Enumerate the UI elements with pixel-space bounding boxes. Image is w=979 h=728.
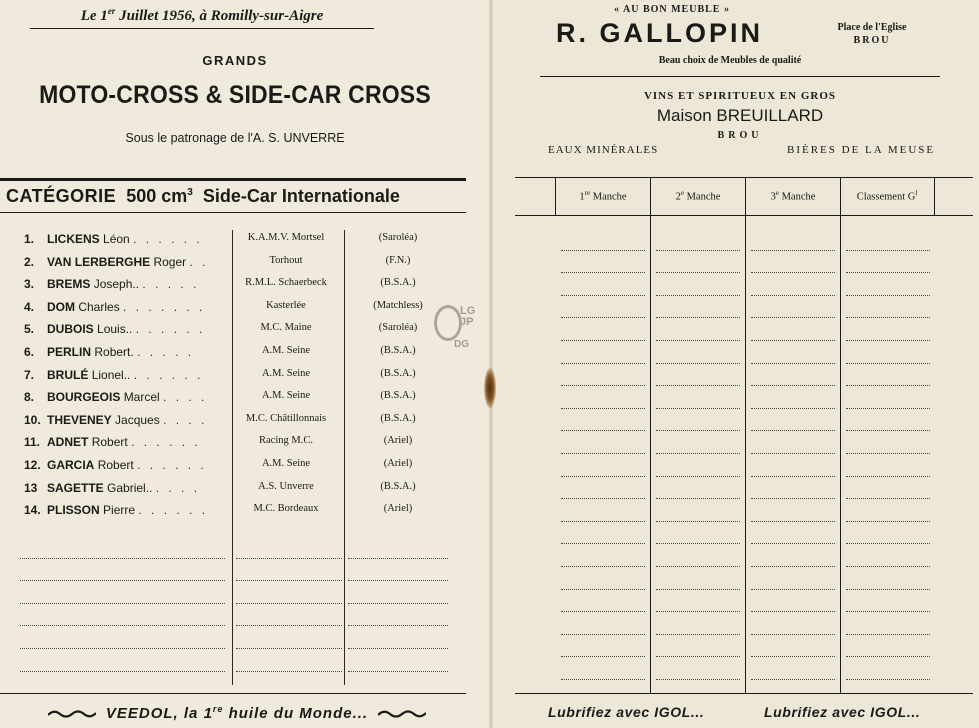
entry-make: (B.S.A.) bbox=[380, 412, 416, 424]
blank-row bbox=[20, 563, 450, 586]
entry-make: (B.S.A.) bbox=[380, 344, 416, 356]
leader-dots: . . . . bbox=[155, 480, 201, 495]
result-line bbox=[656, 390, 740, 413]
rider-surname: GARCIA bbox=[47, 457, 95, 472]
leader-dots: . . . . . . bbox=[137, 457, 207, 472]
entry-number: 2. bbox=[24, 254, 35, 269]
entry-number: 12. bbox=[24, 457, 41, 472]
result-line bbox=[751, 232, 835, 255]
header-divider bbox=[555, 177, 556, 215]
result-line bbox=[656, 661, 740, 684]
result-line bbox=[561, 322, 645, 345]
result-line bbox=[751, 661, 835, 684]
result-line bbox=[561, 277, 645, 300]
result-line bbox=[751, 503, 835, 526]
result-line bbox=[656, 413, 740, 436]
result-line bbox=[561, 661, 645, 684]
entry-list bbox=[20, 232, 460, 526]
entry-club: A.M. Seine bbox=[261, 390, 311, 402]
result-line bbox=[751, 616, 835, 639]
result-line bbox=[846, 322, 930, 345]
entry-rider bbox=[47, 322, 242, 336]
rider-firstname: Léon bbox=[103, 232, 130, 246]
results-rule-top bbox=[515, 177, 973, 178]
entry-rider bbox=[47, 503, 242, 517]
entry-number: 10. bbox=[24, 412, 41, 427]
result-line bbox=[846, 571, 930, 594]
result-line bbox=[561, 232, 645, 255]
category-rule-top bbox=[0, 178, 466, 181]
rider-firstname: Jacques bbox=[115, 412, 160, 427]
result-line bbox=[561, 571, 645, 594]
rider-surname: PLISSON bbox=[47, 503, 100, 518]
result-line bbox=[656, 548, 740, 571]
watermark-text: LG JP bbox=[460, 305, 476, 328]
rider-surname: THEVENEY bbox=[47, 412, 112, 427]
entry-row bbox=[20, 232, 460, 255]
header-manche-2: 2e Manche bbox=[675, 189, 721, 203]
result-line bbox=[846, 435, 930, 458]
result-line bbox=[846, 232, 930, 255]
results-column bbox=[561, 232, 645, 684]
igol-footer-left: Lubrifiez avec IGOL... bbox=[548, 704, 705, 720]
rider-surname: BRULÉ bbox=[47, 367, 89, 382]
entry-number: 1. bbox=[24, 232, 35, 246]
result-line bbox=[846, 616, 930, 639]
rider-surname: LICKENS bbox=[47, 232, 100, 246]
page-fold bbox=[489, 0, 493, 728]
rider-firstname: Lionel.. bbox=[91, 367, 131, 382]
rider-surname: BREMS bbox=[47, 277, 91, 292]
result-line bbox=[751, 639, 835, 662]
entry-make: (Matchless) bbox=[373, 299, 423, 311]
result-line bbox=[656, 255, 740, 278]
result-line bbox=[561, 368, 645, 391]
leader-dots: . . . . bbox=[163, 390, 208, 405]
result-line bbox=[846, 345, 930, 368]
column-divider bbox=[840, 177, 841, 693]
rider-firstname: Gabriel.. bbox=[107, 480, 153, 495]
result-line bbox=[561, 594, 645, 617]
entry-number: 14. bbox=[24, 503, 41, 518]
maison-breuillard: Maison BREUILLARD bbox=[656, 106, 824, 125]
result-line bbox=[656, 322, 740, 345]
leader-dots: . . . . . . . bbox=[123, 299, 206, 314]
entry-row bbox=[20, 255, 460, 278]
entry-make: (Saroléa) bbox=[378, 232, 418, 243]
rider-firstname: Robert bbox=[91, 435, 128, 450]
entry-club: Racing M.C. bbox=[259, 435, 313, 447]
result-line bbox=[561, 390, 645, 413]
result-line bbox=[751, 368, 835, 391]
leader-dots: . . . . . bbox=[137, 344, 195, 359]
result-line bbox=[561, 345, 645, 368]
header-classement: Classement $G^l$ bbox=[856, 189, 918, 203]
result-line bbox=[561, 435, 645, 458]
result-line bbox=[751, 277, 835, 300]
blank-row bbox=[20, 630, 450, 653]
entry-rider bbox=[47, 232, 242, 246]
wave-ornament-icon bbox=[48, 709, 96, 719]
result-line bbox=[846, 503, 930, 526]
entry-club: Torhout bbox=[269, 254, 303, 266]
results-column bbox=[656, 232, 740, 684]
entry-rider bbox=[47, 300, 242, 314]
entry-make: (Ariel) bbox=[383, 503, 413, 515]
result-line bbox=[751, 594, 835, 617]
entry-club: A.M. Seine bbox=[261, 457, 311, 469]
result-line bbox=[656, 435, 740, 458]
result-line bbox=[846, 661, 930, 684]
leader-dots: . . . . bbox=[163, 412, 208, 427]
result-line bbox=[846, 390, 930, 413]
result-line bbox=[846, 639, 930, 662]
result-line bbox=[846, 526, 930, 549]
entry-number: 5. bbox=[24, 322, 35, 337]
entry-club: M.C. Maine bbox=[260, 322, 312, 334]
brou-label: BROU bbox=[853, 35, 891, 46]
entry-number: 11. bbox=[24, 435, 41, 450]
result-line bbox=[561, 639, 645, 662]
entry-row bbox=[20, 458, 460, 481]
result-line bbox=[561, 413, 645, 436]
watermark-text: DG bbox=[454, 339, 469, 350]
entry-row bbox=[20, 481, 460, 504]
result-line bbox=[751, 481, 835, 504]
result-line bbox=[846, 413, 930, 436]
beau-choix-line: Beau choix de Meubles de qualité bbox=[658, 55, 802, 66]
result-line bbox=[656, 616, 740, 639]
entry-number: 3. bbox=[24, 277, 35, 292]
rider-firstname: Marcel bbox=[123, 390, 160, 405]
rider-firstname: Charles bbox=[78, 299, 120, 314]
blank-row bbox=[20, 585, 450, 608]
entry-club: M.C. Châtillonnais bbox=[245, 412, 327, 424]
entry-row bbox=[20, 277, 460, 300]
entry-club: A.M. Seine bbox=[261, 344, 311, 356]
result-line bbox=[656, 368, 740, 391]
result-line bbox=[751, 390, 835, 413]
result-line bbox=[656, 594, 740, 617]
result-line bbox=[561, 458, 645, 481]
header-manche-1: 1re Manche bbox=[579, 189, 627, 203]
result-line bbox=[751, 435, 835, 458]
leader-dots: . . . . . . bbox=[135, 322, 206, 337]
result-line bbox=[656, 300, 740, 323]
result-line bbox=[751, 300, 835, 323]
paper-stain bbox=[484, 368, 496, 408]
blank-row bbox=[20, 540, 450, 563]
result-line bbox=[561, 548, 645, 571]
wave-ornament-icon bbox=[378, 709, 426, 719]
igol-footer-right: Lubrifiez avec IGOL... bbox=[764, 704, 921, 720]
rider-surname: PERLIN bbox=[47, 344, 92, 359]
result-line bbox=[751, 571, 835, 594]
leader-dots: . . . . . . bbox=[131, 435, 201, 450]
entry-club: Kasterlée bbox=[266, 299, 306, 311]
result-line bbox=[846, 548, 930, 571]
entry-make: (F.N.) bbox=[385, 254, 411, 266]
entry-make: (Saroléa) bbox=[378, 322, 418, 334]
column-divider bbox=[745, 177, 746, 693]
footer-rule-left bbox=[0, 693, 466, 694]
result-line bbox=[656, 526, 740, 549]
result-line bbox=[656, 481, 740, 504]
result-line bbox=[751, 255, 835, 278]
entry-make: (B.S.A.) bbox=[380, 390, 416, 402]
result-line bbox=[751, 526, 835, 549]
bieres-meuse: BIÈRES DE LA MEUSE bbox=[787, 144, 936, 156]
blank-row bbox=[20, 653, 450, 676]
entry-club: R.M.L. Schaerbeck bbox=[245, 277, 327, 289]
entry-row bbox=[20, 368, 460, 391]
entry-make: (Ariel) bbox=[383, 435, 413, 447]
result-line bbox=[751, 458, 835, 481]
entry-club: A.S. Unverre bbox=[258, 480, 314, 492]
rider-surname: DOM bbox=[47, 299, 75, 314]
entry-row bbox=[20, 300, 460, 323]
footer-rule-right bbox=[515, 693, 973, 694]
entry-rider bbox=[47, 481, 242, 495]
entry-make: (B.S.A.) bbox=[380, 480, 416, 492]
vins-line: VINS ET SPIRITUEUX EN GROS bbox=[643, 90, 837, 102]
leader-dots: . . . . . bbox=[142, 277, 200, 292]
entry-club: A.M. Seine bbox=[261, 367, 311, 379]
leader-dots: . . . . . . bbox=[133, 367, 204, 382]
entry-rider bbox=[47, 345, 242, 359]
blank-row bbox=[20, 608, 450, 631]
result-line bbox=[561, 526, 645, 549]
header-divider bbox=[934, 177, 935, 215]
watermark-logo bbox=[434, 305, 488, 357]
result-line bbox=[561, 255, 645, 278]
result-line bbox=[846, 458, 930, 481]
result-line bbox=[561, 616, 645, 639]
entry-club: K.A.M.V. Mortsel bbox=[247, 232, 325, 243]
category-heading: CATÉGORIE 500 $cm^3$ Side-Car Internationale bbox=[6, 186, 400, 206]
entry-rider bbox=[47, 255, 242, 269]
entry-club: M.C. Bordeaux bbox=[253, 503, 319, 515]
result-line bbox=[846, 368, 930, 391]
patronage-line: Sous le patronage de l'A. S. UNVERRE bbox=[125, 131, 345, 145]
place-label: Place de l'Eglise bbox=[837, 22, 907, 33]
eaux-minerales: EAUX MINÉRALES bbox=[548, 144, 659, 156]
result-line bbox=[656, 277, 740, 300]
result-line bbox=[561, 503, 645, 526]
result-line bbox=[656, 458, 740, 481]
rider-firstname: Louis.. bbox=[97, 322, 133, 337]
rider-surname: DUBOIS bbox=[47, 322, 94, 337]
result-line bbox=[561, 481, 645, 504]
results-column bbox=[846, 232, 930, 684]
category-rule-bottom bbox=[0, 212, 466, 213]
entry-number: 8. bbox=[24, 390, 35, 405]
entry-number: 7. bbox=[24, 367, 35, 382]
entry-row bbox=[20, 390, 460, 413]
rider-firstname: Roger bbox=[153, 254, 187, 269]
entry-number: 4. bbox=[24, 299, 35, 314]
entry-row bbox=[20, 345, 460, 368]
rider-firstname: Robert bbox=[97, 457, 134, 472]
entry-row bbox=[20, 435, 460, 458]
rider-firstname: Pierre bbox=[103, 503, 136, 518]
results-rule-header bbox=[515, 215, 973, 216]
watermark-circle bbox=[434, 305, 462, 341]
grands-label: GRANDS bbox=[202, 53, 268, 68]
ad-rule bbox=[540, 76, 940, 77]
entry-rider bbox=[47, 458, 242, 472]
result-line bbox=[656, 639, 740, 662]
entry-rider bbox=[47, 277, 242, 291]
entry-rider bbox=[47, 413, 242, 427]
results-column bbox=[751, 232, 835, 684]
rider-firstname: Joseph.. bbox=[93, 277, 140, 292]
result-line bbox=[656, 503, 740, 526]
entry-make: (B.S.A.) bbox=[380, 277, 416, 289]
rider-surname: BOURGEOIS bbox=[47, 390, 121, 405]
date-line: Le 1er Juillet 1956, à Romilly-sur-Aigre bbox=[30, 6, 374, 29]
leader-dots: . . . . . . bbox=[138, 503, 209, 518]
entry-rider bbox=[47, 435, 242, 449]
result-line bbox=[846, 594, 930, 617]
result-line bbox=[656, 571, 740, 594]
entry-rider bbox=[47, 368, 242, 382]
gallopin-ad-title: R. GALLOPIN bbox=[556, 18, 763, 48]
entry-make: (Ariel) bbox=[383, 457, 413, 469]
result-line bbox=[846, 481, 930, 504]
result-line bbox=[656, 345, 740, 368]
column-divider bbox=[650, 177, 651, 693]
result-line bbox=[846, 300, 930, 323]
result-line bbox=[751, 322, 835, 345]
entry-rider bbox=[47, 390, 242, 404]
leader-dots: . . . . . . bbox=[133, 232, 203, 246]
entry-row bbox=[20, 322, 460, 345]
entry-row bbox=[20, 503, 460, 526]
rider-surname: ADNET bbox=[47, 435, 89, 450]
result-line bbox=[751, 413, 835, 436]
result-line bbox=[656, 232, 740, 255]
header-manche-3: 3e Manche bbox=[770, 189, 816, 203]
rider-firstname: Robert. bbox=[94, 344, 134, 359]
result-line bbox=[561, 300, 645, 323]
veedol-footer: VEEDOL, la 1re huile du Monde... bbox=[22, 704, 452, 722]
leader-dots: . . bbox=[189, 254, 209, 269]
rider-surname: VAN LERBERGHE bbox=[47, 254, 151, 269]
blank-entry-rows bbox=[20, 540, 450, 676]
au-bon-meuble: « AU BON MEUBLE » bbox=[614, 4, 730, 15]
result-line bbox=[846, 277, 930, 300]
rider-surname: SAGETTE bbox=[47, 480, 104, 495]
entry-row bbox=[20, 413, 460, 436]
result-line bbox=[751, 548, 835, 571]
entry-number: 6. bbox=[24, 344, 35, 359]
event-title: MOTO-CROSS & SIDE-CAR CROSS bbox=[39, 81, 431, 109]
entry-number: 13 bbox=[24, 480, 38, 495]
result-line bbox=[846, 255, 930, 278]
result-line bbox=[751, 345, 835, 368]
entry-make: (B.S.A.) bbox=[380, 367, 416, 379]
brou-label: BROU bbox=[717, 130, 763, 141]
